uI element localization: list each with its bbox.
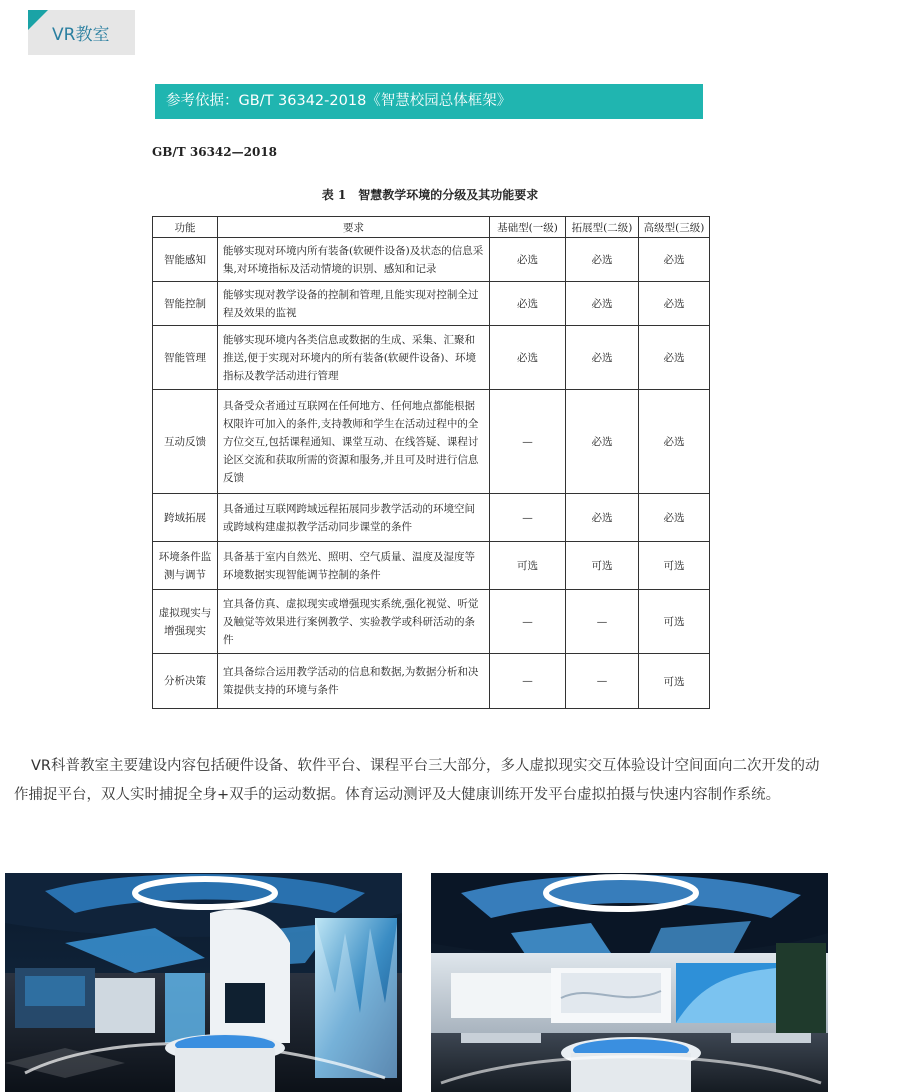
requirement-cell: 能够实现对教学设备的控制和管理,且能实现对控制全过程及效果的监视 <box>218 282 490 326</box>
table-row <box>153 326 710 390</box>
vr-classroom-photo-left <box>5 873 402 1092</box>
advanced-level-cell: 必选 <box>639 326 710 390</box>
advanced-level-cell: 必选 <box>639 282 710 326</box>
extended-level-cell: 必选 <box>566 494 639 542</box>
extended-level-cell: 可选 <box>566 542 639 590</box>
table-row <box>153 494 710 542</box>
header-basic: 基础型(一级) <box>490 217 566 238</box>
function-cell: 智能感知 <box>153 238 218 282</box>
advanced-level-cell: 可选 <box>639 542 710 590</box>
table-row <box>153 590 710 654</box>
extended-level-cell: 必选 <box>566 282 639 326</box>
header-extended: 拓展型(二级) <box>566 217 639 238</box>
advanced-level-cell: 可选 <box>639 590 710 654</box>
extended-level-cell: — <box>566 590 639 654</box>
extended-level-cell: 必选 <box>566 326 639 390</box>
header-function: 功能 <box>153 217 218 238</box>
extended-level-cell: 必选 <box>566 238 639 282</box>
advanced-level-cell: 可选 <box>639 654 710 709</box>
requirement-cell: 能够实现环境内各类信息或数据的生成、采集、汇聚和推送,便于实现对环境内的所有装备(软硬件设备)、环境指标及教学活动进行管理 <box>218 326 490 390</box>
basic-level-cell: — <box>490 590 566 654</box>
advanced-level-cell: 必选 <box>639 238 710 282</box>
basic-level-cell: — <box>490 494 566 542</box>
table-row <box>153 654 710 709</box>
paragraph-text: VR科普教室主要建设内容包括硬件设备、软件平台、课程平台三大部分，多人虚拟现实交互体验设计空间面向二次开发的动作捕捉平台，双人实时捕捉全身+双手的运动数据。体育运动测评及大健康训练开发平台虚拟拍摄与快速内容制作系统。 <box>14 758 820 803</box>
requirement-cell: 具备受众者通过互联网在任何地方、任何地点都能根据权限许可加入的条件,支持教师和学生在活动过程中的全方位交互,包括课程通知、课堂互动、在线答疑、课程讨论区交流和获取所需的资源和服务,并且可及时进行信息反馈 <box>218 390 490 494</box>
function-cell: 虚拟现实与增强现实 <box>153 590 218 654</box>
function-cell: 智能管理 <box>153 326 218 390</box>
requirement-cell: 具备基于室内自然光、照明、空气质量、温度及湿度等环境数据实现智能调节控制的条件 <box>218 542 490 590</box>
body-paragraph <box>14 752 828 810</box>
requirement-cell: 宜具备综合运用教学活动的信息和数据,为数据分析和决策提供支持的环境与条件 <box>218 654 490 709</box>
table-row <box>153 542 710 590</box>
requirements-table <box>152 216 710 709</box>
function-cell: 分析决策 <box>153 654 218 709</box>
section-tag <box>28 10 135 55</box>
requirement-cell: 具备通过互联网跨域远程拓展同步教学活动的环境空间或跨域构建虚拟教学活动同步课堂的条件 <box>218 494 490 542</box>
extended-level-cell: 必选 <box>566 390 639 494</box>
corner-accent <box>28 10 48 30</box>
advanced-level-cell: 必选 <box>639 494 710 542</box>
function-cell: 互动反馈 <box>153 390 218 494</box>
table-row <box>153 238 710 282</box>
table-row <box>153 390 710 494</box>
requirement-cell: 能够实现对环境内所有装备(软硬件设备)及状态的信息采集,对环境指标及活动情境的识别、感知和记录 <box>218 238 490 282</box>
function-cell: 智能控制 <box>153 282 218 326</box>
basic-level-cell: 必选 <box>490 282 566 326</box>
section-tag-label: VR教室 <box>52 25 110 45</box>
basic-level-cell: 必选 <box>490 238 566 282</box>
header-requirement: 要求 <box>218 217 490 238</box>
advanced-level-cell: 必选 <box>639 390 710 494</box>
table-title: 表 1 智慧教学环境的分级及其功能要求 <box>321 188 539 202</box>
table-header-row <box>153 217 710 238</box>
table-row <box>153 282 710 326</box>
basic-level-cell: — <box>490 390 566 494</box>
basic-level-cell: 必选 <box>490 326 566 390</box>
basic-level-cell: — <box>490 654 566 709</box>
reference-banner: 参考依据：GB/T 36342-2018《智慧校园总体框架》 <box>155 84 703 119</box>
function-cell: 跨域拓展 <box>153 494 218 542</box>
function-cell: 环境条件监测与调节 <box>153 542 218 590</box>
extended-level-cell: — <box>566 654 639 709</box>
standard-id: GB/T 36342—2018 <box>152 145 278 159</box>
vr-classroom-photo-right <box>431 873 828 1092</box>
requirement-cell: 宜具备仿真、虚拟现实或增强现实系统,强化视觉、听觉及触觉等效果进行案例教学、实验教学或科研活动的条件 <box>218 590 490 654</box>
basic-level-cell: 可选 <box>490 542 566 590</box>
header-advanced: 高级型(三级) <box>639 217 710 238</box>
